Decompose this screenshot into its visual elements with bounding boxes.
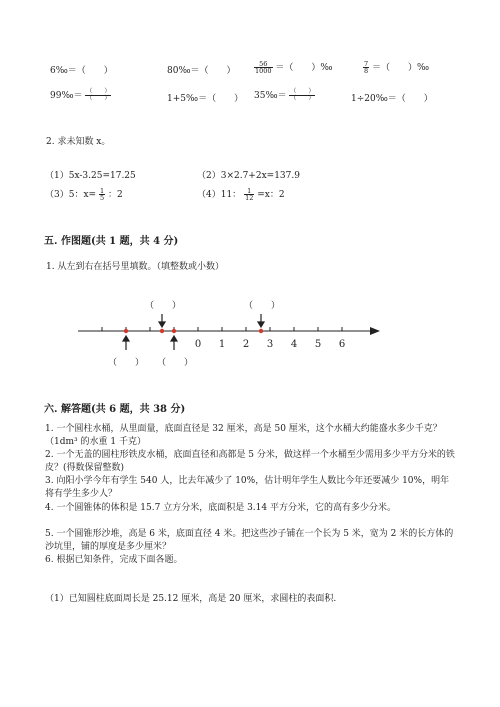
equation-4: （4）11： $\frac{1}{12}$ =x：2 (197, 186, 285, 202)
fraction-blank: $\frac{( )}{( )}$ (290, 88, 315, 102)
expr-35-permille: 35‰＝ $\frac{( )}{( )}$ (254, 88, 315, 102)
fraction-1-12: $\frac{1}{12}$ (245, 186, 254, 202)
expr-1-div-20-permille: 1÷20‰＝（ ） (351, 94, 433, 104)
tick-label: 2 (242, 339, 250, 350)
expr-99-permille: 99‰＝ $\frac{( )}{( )}$ (50, 88, 111, 102)
equation-1: （1）5x-3.25=17.25 (45, 171, 136, 181)
tick-label: 5 (314, 339, 322, 350)
tick-label: 3 (266, 339, 274, 350)
problem-3: 3. 向阳小学今年有学生 540 人，比去年减少了 10%，估计明年学生人数比今年还要减少 10%，明年将有学生多少人？ (45, 476, 450, 499)
blank-top-1: （ ） (144, 301, 182, 311)
problem-6-part-1: （1）已知圆柱底面周长是 25.12 厘米，高是 20 厘米，求圆柱的表面积. (45, 594, 337, 604)
blank-bottom-1: （ ） (107, 358, 145, 368)
number-line-arrowhead (370, 327, 380, 335)
tick-label: 1 (218, 339, 226, 350)
blank-bottom-2: （ ） (156, 358, 194, 368)
number-line (0, 292, 500, 374)
fraction-56-1000: $\frac{56}{1000}$ (255, 59, 272, 75)
up-arrow-icon (123, 336, 177, 350)
section-5-title: 五. 作图题(共 1 题，共 4 分) (44, 236, 179, 247)
fraction-blank: $\frac{( )}{( )}$ (86, 88, 111, 102)
q2-title: 2. 求未知数 x。 (46, 137, 111, 147)
tick-label: 4 (290, 339, 298, 350)
problem-5: 5. 一个圆锥形沙堆，高是 6 米，底面直径 4 米。把这些沙子铺在一个长为 5 米，宽为 2 米的长方体的沙坑里，铺的厚度是多少厘米？ (45, 529, 454, 552)
tick-label: 6 (338, 339, 346, 350)
fraction-1-5: $\frac{1}{5}$ (99, 186, 105, 202)
problem-6: 6. 根据已知条件，完成下面各题。 (45, 555, 183, 565)
equation-3: （3）5：x= $\frac{1}{5}$ ：2 (45, 186, 123, 202)
expr-6-permille: 6‰＝（ ） (50, 66, 113, 76)
problem-1: 1. 一个圆柱水桶，从里面量，底面直径是 32 厘米，高是 50 厘米，这个水桶大约能盛水多少千克？（1dm³ 的水重 1 千克） (45, 424, 442, 447)
down-arrow-icon (159, 314, 264, 327)
expr-1-plus-5-permille: 1+5‰＝（ ） (167, 94, 244, 104)
section-5-question-1: 1. 从左到右在括号里填数。（填整数或小数） (46, 262, 224, 272)
number-line-ticks (102, 327, 342, 331)
blank-top-2: （ ） (243, 301, 281, 311)
problem-4: 4. 一个圆锥体的体积是 15.7 立方分米，底面积是 3.14 平方分米，它的高有多少分米。 (45, 503, 396, 513)
fraction-7-8: $\frac{7}{8}$ (364, 59, 369, 75)
problem-2: 2. 一个无盖的圆柱形铁皮水桶，底面直径和高都是 5 分米，做这样一个水桶至少需用多少平方分米的铁皮？(得数保留整数) (45, 450, 455, 473)
section-6-title: 六. 解答题(共 6 题，共 38 分) (44, 404, 186, 415)
expr-56-over-1000: $\frac{56}{1000}$ ＝（ ）‰ (255, 59, 333, 75)
tick-labels (195, 339, 345, 350)
tick-label: 0 (194, 339, 202, 350)
equation-2: （2）3×2.7+2x=137.9 (197, 171, 300, 181)
expr-7-over-8: $\frac{7}{8}$ ＝（ ）‰ (364, 59, 430, 75)
expr-80-permille: 80‰＝（ ） (167, 66, 236, 76)
